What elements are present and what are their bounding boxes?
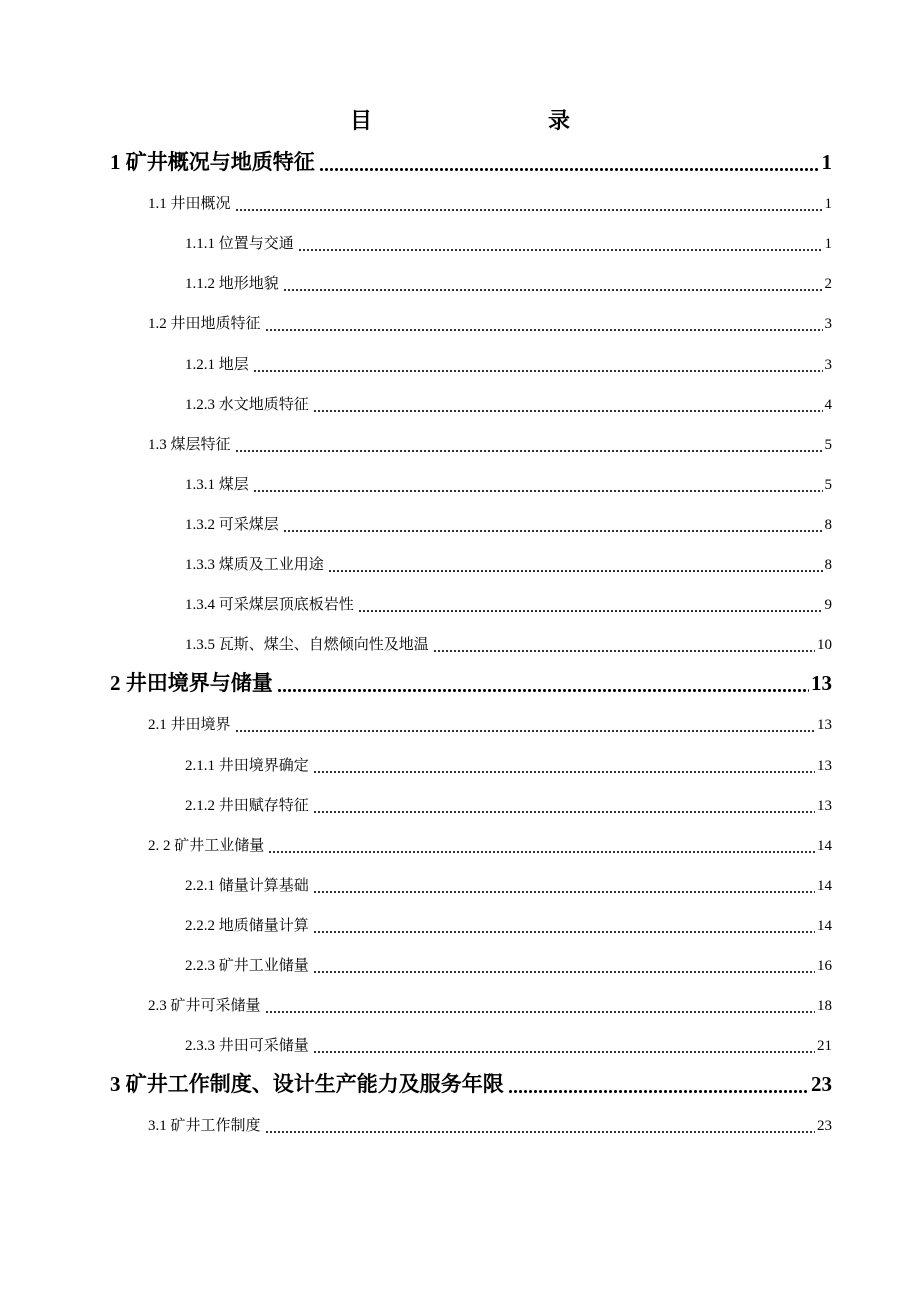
- toc-entry-level3[interactable]: [185, 464, 832, 504]
- toc-page-number: 23: [817, 1118, 832, 1135]
- toc-entry-title: 1.3.4 可采煤层顶底板岩性: [185, 597, 354, 614]
- toc-entry-level3[interactable]: [185, 905, 832, 945]
- toc-entry-level2[interactable]: [148, 985, 832, 1025]
- toc-entry-level2[interactable]: [148, 1105, 832, 1145]
- toc-entry-level2[interactable]: [148, 825, 832, 865]
- toc-entry-title: 2.1.1 井田境界确定: [185, 757, 309, 774]
- toc-page-number: 1: [824, 196, 832, 213]
- toc-dot-leader: [235, 730, 815, 732]
- toc-entry-level3[interactable]: [185, 745, 832, 785]
- toc-page-number: 4: [824, 396, 832, 413]
- toc-entry-title: 1.3.5 瓦斯、煤尘、自燃倾向性及地温: [185, 637, 429, 654]
- toc-entry-level3[interactable]: [185, 1025, 832, 1065]
- toc-page-number: 3: [824, 356, 832, 373]
- toc-page-number: 8: [824, 557, 832, 573]
- toc-page-number: 13: [817, 797, 832, 814]
- toc-page-number: 14: [817, 837, 832, 854]
- toc-dot-leader: [358, 610, 823, 612]
- toc-page-number: 3: [824, 316, 832, 333]
- toc-page-number: 8: [824, 516, 832, 533]
- toc-dot-leader: [313, 971, 815, 973]
- toc-dot-leader: [313, 931, 815, 933]
- toc-dot-leader: [235, 209, 823, 211]
- toc-entry-title: 1.2.3 水文地质特征: [185, 396, 309, 413]
- toc-entry-level1[interactable]: [110, 1065, 832, 1105]
- toc-title: 目 录: [349, 108, 614, 133]
- toc-entry-level2[interactable]: [148, 183, 832, 223]
- toc-page-number: 13: [817, 757, 832, 774]
- toc-dot-leader: [508, 1090, 809, 1093]
- toc-entry-title: 1.3.2 可采煤层: [185, 516, 279, 533]
- toc-dot-leader: [253, 490, 823, 492]
- toc-entry-title: 2.2.3 矿井工业储量: [185, 958, 309, 974]
- toc-entry-title: 1.3.3 煤质及工业用途: [185, 557, 324, 573]
- toc-page-number: 9: [824, 597, 832, 614]
- toc-dot-leader: [313, 1051, 815, 1053]
- toc-entry-level1[interactable]: [110, 664, 832, 704]
- toc-entry-level3[interactable]: [185, 785, 832, 825]
- toc-page-number: 23: [811, 1072, 832, 1097]
- toc-entry-title: 1.1.2 地形地貌: [185, 276, 279, 293]
- toc-entry-title: 1 矿井概况与地质特征: [110, 150, 315, 174]
- toc-dot-leader: [319, 168, 820, 171]
- toc-dot-leader: [283, 289, 823, 291]
- toc-entry-level3[interactable]: [185, 504, 832, 544]
- toc-dot-leader: [277, 689, 809, 692]
- toc-entry-title: 1.1 井田概况: [148, 196, 231, 213]
- toc-entry-level3[interactable]: [185, 624, 832, 664]
- toc-dot-leader: [268, 851, 815, 853]
- toc-dot-leader: [265, 1131, 815, 1133]
- toc-entry-level3[interactable]: [185, 384, 832, 424]
- toc-dot-leader: [328, 570, 823, 572]
- toc-entry-level3[interactable]: [185, 263, 832, 303]
- toc-dot-leader: [253, 370, 823, 372]
- toc-entry-title: 1.2.1 地层: [185, 356, 249, 373]
- toc-page-number: 16: [817, 958, 832, 974]
- toc-entry-level3[interactable]: [185, 223, 832, 263]
- toc-dot-leader: [313, 891, 815, 893]
- toc-page-number: 2: [824, 276, 832, 293]
- toc-entry-title: 2.1 井田境界: [148, 717, 231, 734]
- toc-page-number: 13: [817, 717, 832, 734]
- toc-entry-level3[interactable]: [185, 544, 832, 584]
- toc-entry-title: 3 矿井工作制度、设计生产能力及服务年限: [110, 1072, 504, 1097]
- toc-entry-title: 2.3 矿井可采储量: [148, 998, 261, 1015]
- toc-dot-leader: [433, 650, 815, 652]
- toc-page-number: 14: [817, 877, 832, 894]
- toc-page-number: 13: [811, 671, 832, 696]
- toc-page-number: 1: [824, 236, 832, 253]
- toc-entry-title: 2 井田境界与储量: [110, 671, 273, 696]
- toc-dot-leader: [235, 450, 823, 452]
- toc-entry-level3[interactable]: [185, 344, 832, 384]
- toc-dot-leader: [313, 811, 815, 813]
- toc-entry-level2[interactable]: [148, 424, 832, 464]
- toc-entry-title: 1.3 煤层特征: [148, 436, 231, 453]
- toc-entry-title: 2. 2 矿井工业储量: [148, 837, 265, 854]
- toc-entry-title: 2.3.3 井田可采储量: [185, 1038, 309, 1055]
- toc-dot-leader: [313, 410, 823, 412]
- toc-dot-leader: [265, 1011, 815, 1013]
- toc-entry-level2[interactable]: [148, 303, 832, 343]
- toc-entry-title: 1.3.1 煤层: [185, 476, 249, 493]
- toc-page-number: 18: [817, 998, 832, 1015]
- toc-dot-leader: [298, 249, 823, 251]
- toc-dot-leader: [265, 329, 823, 331]
- toc-dot-leader: [283, 530, 823, 532]
- toc-entry-title: 3.1 矿井工作制度: [148, 1118, 261, 1135]
- toc-page-number: 10: [817, 637, 832, 654]
- toc-entry-title: 2.2.1 储量计算基础: [185, 877, 309, 894]
- toc-page-number: 14: [817, 917, 832, 934]
- toc-page-number: 5: [824, 436, 832, 453]
- toc-page-number: 1: [821, 150, 832, 174]
- toc-entry-level2[interactable]: [148, 704, 832, 744]
- toc-entry-title: 2.1.2 井田赋存特征: [185, 797, 309, 814]
- toc-entry-level1[interactable]: [110, 143, 832, 183]
- toc-page-number: 21: [817, 1038, 832, 1055]
- toc-entry-title: 1.2 井田地质特征: [148, 316, 261, 333]
- toc-dot-leader: [313, 771, 815, 773]
- toc-entry-level3[interactable]: [185, 865, 832, 905]
- toc-entry-level3[interactable]: [185, 584, 832, 624]
- toc-page-number: 5: [824, 476, 832, 493]
- toc-entry-title: 2.2.2 地质储量计算: [185, 917, 309, 934]
- toc-entry-title: 1.1.1 位置与交通: [185, 236, 294, 253]
- toc-entry-level3[interactable]: [185, 945, 832, 985]
